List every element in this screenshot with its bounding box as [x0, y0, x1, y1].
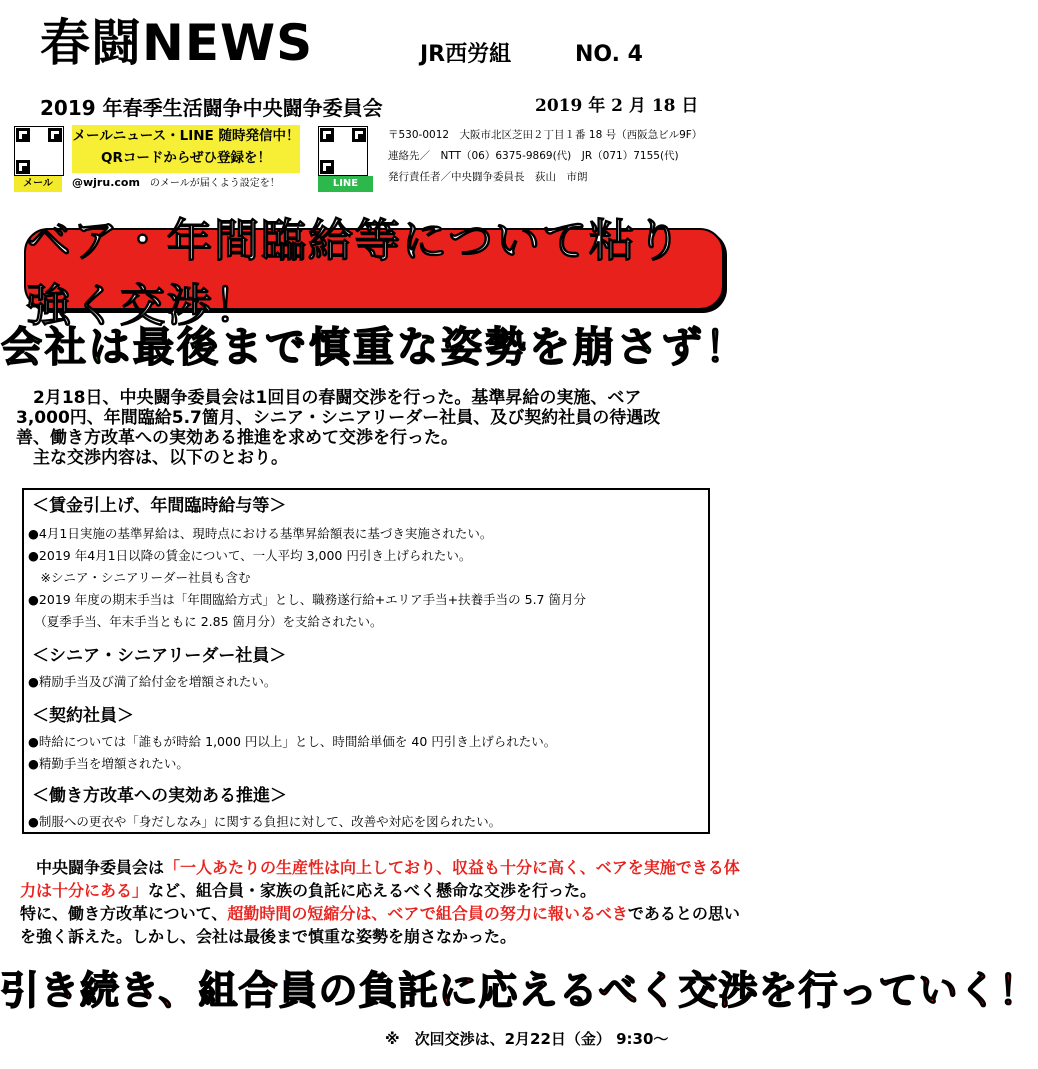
subheadline: 会社は最後まで慎重な姿勢を崩さず！: [1, 323, 749, 371]
promo-line-2: QRコードからぜひ登録を！: [101, 150, 271, 166]
headline-banner: [24, 214, 724, 332]
line-qr-label: LINE: [318, 176, 373, 192]
email-note-text: のメールが届くよう設定を！: [149, 178, 280, 189]
email-note: [72, 177, 280, 189]
closing-text: であるとの思いを強く訴えた。しかし、会社は最後まで慎重な姿勢を崩さなかった。: [20, 904, 740, 946]
committee-name: 2019 年春季生活闘争中央闘争委員会: [40, 96, 383, 120]
section-heading-reform: ＜働き方改革への実効ある推進＞: [32, 786, 287, 806]
issue-number: NO. 4: [575, 42, 643, 67]
email-domain[interactable]: @wjru.com: [72, 176, 140, 189]
line-qr-code-icon[interactable]: [318, 126, 368, 176]
closing-text: 特に、働き方改革について、: [20, 904, 228, 923]
newsletter-title: 春闘NEWS: [40, 14, 314, 72]
demand-note: ※シニア・シニアリーダー社員も含む: [28, 570, 251, 585]
issue-date: 2019 年 2 月 18 日: [535, 96, 699, 116]
demand-item: ●精励手当及び満了給付金を増額されたい。: [28, 674, 277, 689]
union-name: JR西労組: [420, 42, 512, 67]
address: 〒530-0012 大阪市北区芝田２丁目１番 18 号（西阪急ビル9F）: [388, 129, 703, 141]
phone-contact: 連絡先／ NTT（06）6375-9869(代) JR（071）7155(代): [388, 150, 679, 162]
demand-item-continued: （夏季手当、年末手当ともに 2.85 箇月分）を支給されたい。: [28, 614, 383, 629]
demands-box: [22, 488, 710, 834]
intro-paragraph: [16, 388, 736, 468]
intro-line: 善、働き方改革への実効ある推進を求めて交渉を行った。: [16, 428, 458, 448]
closing-slogan: 引き続き、組合員の負託に応えるべく交渉を行っていく！: [0, 969, 1038, 1014]
intro-line: 3,000円、年間臨給5.7箇月、シニア・シニアリーダー社員、及び契約社員の待遇改: [16, 408, 661, 428]
promo-line-1: メールニュース・LINE 随時発信中！: [72, 128, 300, 144]
demand-item: ●4月1日実施の基準昇給は、現時点における基準昇給額表に基づき実施されたい。: [28, 526, 493, 541]
section-heading-senior: ＜シニア・シニアリーダー社員＞: [32, 646, 287, 666]
demand-item: ●2019 年度の期末手当は「年間臨給方式」とし、職務遂行給+エリア手当+扶養手当の 5.7 箇月分: [28, 592, 586, 607]
intro-line: 主な交渉内容は、以下のとおり。: [16, 448, 288, 468]
headline-text: ベア・年間臨給等について粘り強く交渉！: [26, 214, 684, 332]
mail-qr-code-icon[interactable]: [14, 126, 64, 176]
publisher: 発行責任者／中央闘争委員長 荻山 市朗: [388, 171, 588, 183]
next-meeting-note: ※ 次回交渉は、2月22日（金） 9:30～: [385, 1030, 669, 1048]
demand-item: ●2019 年4月1日以降の賃金について、一人平均 3,000 円引き上げられたい。: [28, 548, 472, 563]
section-heading-wage: ＜賃金引上げ、年間臨時給与等＞: [32, 496, 287, 516]
mail-qr-label: メール: [14, 176, 62, 192]
closing-paragraph: [20, 856, 740, 948]
demand-item: ●時給については「誰もが時給 1,000 円以上」とし、時間給単価を 40 円引き上げられたい。: [28, 734, 557, 749]
promo-box: [72, 125, 300, 173]
intro-line: 2月18日、中央闘争委員会は1回目の春闘交渉を行った。基準昇給の実施、ベア: [16, 388, 642, 408]
section-heading-contract: ＜契約社員＞: [32, 706, 134, 726]
closing-highlight: 「一人あたりの生産性は向上しており、収益も十分に高く、ベアを実施できる体力は十分にある」: [20, 858, 740, 900]
demand-item: ●精勤手当を増額されたい。: [28, 756, 189, 771]
closing-highlight: 超勤時間の短縮分は、ベアで組合員の努力に報いるべき: [227, 904, 628, 923]
closing-text: 中央闘争委員会は: [20, 858, 165, 877]
closing-text: など、組合員・家族の負託に応えるべく懸命な交渉を行った。: [148, 881, 597, 900]
demand-item: ●制服への更衣や「身だしなみ」に関する負担に対して、改善や対応を図られたい。: [28, 814, 502, 829]
